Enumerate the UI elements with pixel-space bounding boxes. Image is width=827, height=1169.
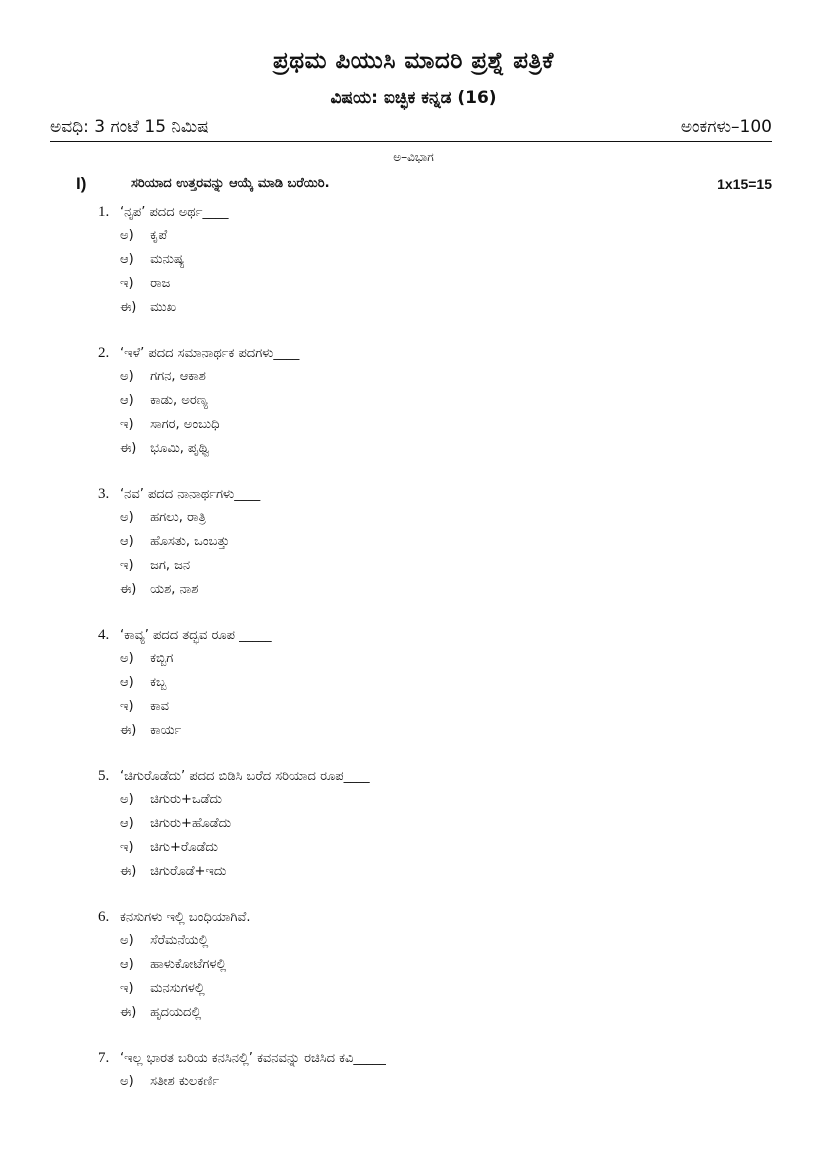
question-item	[98, 905, 778, 1025]
option-letter: ಇ)	[120, 840, 134, 855]
question-text: ‘ಕಾವ್ಯ’ ಪದದ ತದ್ಭವ ರೂಪ _____	[120, 628, 272, 643]
option-letter: ಇ)	[120, 981, 134, 996]
option-text: ಸಾಗರ, ಅಂಬುಧಿ	[150, 417, 220, 432]
question-list	[98, 200, 778, 1115]
question-text-line	[98, 623, 778, 647]
option-letter: ಆ)	[120, 957, 134, 972]
answer-option	[98, 671, 778, 695]
answer-option	[98, 860, 778, 884]
option-letter: ಅ)	[120, 792, 134, 807]
option-letter: ಆ)	[120, 675, 134, 690]
option-letter: ಆ)	[120, 252, 134, 267]
section-heading: ಅ–ವಿಭಾಗ	[393, 150, 434, 164]
option-letter: ಅ)	[120, 933, 134, 948]
paper-title: ಪ್ರಥಮ ಪಿಯುಸಿ ಮಾದರಿ ಪ್ರಶ್ನೆ ಪತ್ರಿಕೆ	[273, 48, 554, 74]
option-text: ಯಶ, ನಾಶ	[150, 582, 199, 597]
option-letter: ಅ)	[120, 228, 134, 243]
question-text: ‘ನೃಪ’ ಪದದ ಅರ್ಥ____	[120, 205, 229, 220]
question-text-line	[98, 200, 778, 224]
paper-meta-row	[50, 117, 772, 142]
option-text: ಮನಸುಗಳಲ್ಲಿ	[150, 981, 205, 996]
question-number: 1.	[98, 204, 110, 220]
answer-option	[98, 578, 778, 602]
option-text: ಹೃದಯದಲ್ಲಿ	[150, 1005, 202, 1020]
option-letter: ಈ)	[120, 582, 137, 597]
answer-option	[98, 695, 778, 719]
answer-option	[98, 812, 778, 836]
answer-option	[98, 929, 778, 953]
answer-option	[98, 1001, 778, 1025]
answer-option	[98, 788, 778, 812]
question-text: ‘ಇಳೆ’ ಪದದ ಸಮಾನಾರ್ಥಕ ಪದಗಳು____	[120, 346, 300, 361]
part-header	[76, 174, 772, 198]
option-text: ಗಗನ, ಆಕಾಶ	[150, 369, 206, 384]
answer-option	[98, 296, 778, 320]
paper-duration: ಅವಧಿ: 3 ಗಂಟೆ 15 ನಿಮಿಷ	[50, 117, 209, 137]
option-letter: ಈ)	[120, 300, 137, 315]
answer-option	[98, 389, 778, 413]
question-number: 4.	[98, 627, 110, 643]
question-item	[98, 1046, 778, 1094]
question-item	[98, 341, 778, 461]
question-text-line	[98, 341, 778, 365]
part-number: I)	[76, 174, 87, 193]
question-number: 7.	[98, 1050, 110, 1066]
answer-option	[98, 977, 778, 1001]
question-text: ‘ಚಿಗುರೊಡೆದು’ ಪದದ ಬಿಡಿಸಿ ಬರೆದ ಸರಿಯಾದ ರೂಪ____	[120, 769, 370, 784]
option-letter: ಈ)	[120, 723, 137, 738]
option-letter: ಅ)	[120, 369, 134, 384]
question-text-line	[98, 764, 778, 788]
option-letter: ಅ)	[120, 510, 134, 525]
option-letter: ಈ)	[120, 864, 137, 879]
option-text: ಸತೀಶ ಕುಲಕರ್ಣಿ	[150, 1074, 220, 1089]
option-text: ರಾಜ	[150, 276, 171, 291]
question-text-line	[98, 905, 778, 929]
option-text: ಚಿಗುರೊಡೆ+ಇದು	[150, 864, 227, 879]
answer-option	[98, 506, 778, 530]
option-text: ಸೆರೆಮನೆಯಲ್ಲಿ	[150, 933, 209, 948]
question-item	[98, 200, 778, 320]
answer-option	[98, 224, 778, 248]
question-number: 5.	[98, 768, 110, 784]
option-letter: ಈ)	[120, 1005, 137, 1020]
answer-option	[98, 953, 778, 977]
option-text: ಚಿಗುರು+ಹೊಡೆದು	[150, 816, 232, 831]
option-text: ಚಿಗು+ರೊಡೆದು	[150, 840, 218, 855]
part-score: 1x15=15	[717, 176, 772, 192]
option-letter: ಅ)	[120, 1074, 134, 1089]
option-text: ಮನುಷ್ಯ	[150, 252, 185, 267]
option-text: ಭೂಮಿ, ಪೃಥ್ವಿ	[150, 441, 210, 456]
option-letter: ಇ)	[120, 699, 134, 714]
question-text-line	[98, 1046, 778, 1070]
question-number: 3.	[98, 486, 110, 502]
option-text: ಕಾಡು, ಅರಣ್ಯ	[150, 393, 208, 408]
answer-option	[98, 365, 778, 389]
question-text: ‘ನವ’ ಪದದ ನಾನಾರ್ಥಗಳು____	[120, 487, 261, 502]
option-text: ಮುಖ	[150, 300, 177, 315]
answer-option	[98, 554, 778, 578]
question-text-line	[98, 482, 778, 506]
question-number: 2.	[98, 345, 110, 361]
option-text: ಚಿಗುರು+ಒಡೆದು	[150, 792, 223, 807]
option-letter: ಇ)	[120, 276, 134, 291]
paper-subject: ವಿಷಯ: ಐಚ್ಛಿಕ ಕನ್ನಡ (16)	[330, 88, 497, 108]
answer-option	[98, 647, 778, 671]
paper-total-marks: ಅಂಕಗಳು–100	[680, 117, 772, 137]
answer-option	[98, 248, 778, 272]
question-item	[98, 482, 778, 602]
answer-option	[98, 1070, 778, 1094]
option-text: ಹೊಸತು, ಒಂಬತ್ತು	[150, 534, 230, 549]
answer-option	[98, 530, 778, 554]
option-letter: ಈ)	[120, 441, 137, 456]
option-letter: ಆ)	[120, 816, 134, 831]
question-text: ‘ಇಲ್ಲ ಭಾರತ ಬರಿಯ ಕನಸಿನಲ್ಲಿ’ ಕವನವನ್ನು ರಚಿಸಿದ ಕವಿ_____	[120, 1051, 386, 1066]
answer-option	[98, 413, 778, 437]
option-text: ಕೃಪೆ	[150, 228, 168, 243]
question-text: ಕನಸುಗಳು ಇಲ್ಲಿ ಬಂಧಿಯಾಗಿವೆ.	[120, 910, 251, 925]
option-text: ಕಬ್ಬ	[150, 675, 167, 690]
option-letter: ಅ)	[120, 651, 134, 666]
question-number: 6.	[98, 909, 110, 925]
option-text: ಕಾರ್ಯ	[150, 723, 182, 738]
option-text: ಹಗಲು, ರಾತ್ರಿ	[150, 510, 206, 525]
option-letter: ಆ)	[120, 534, 134, 549]
answer-option	[98, 272, 778, 296]
option-text: ಕಬ್ಬಿಗ	[150, 651, 174, 666]
option-text: ಜಗ, ಜನ	[150, 558, 191, 573]
question-item	[98, 623, 778, 743]
option-letter: ಇ)	[120, 558, 134, 573]
option-text: ಹಾಳುಕೋಟೆಗಳಲ್ಲಿ	[150, 957, 227, 972]
answer-option	[98, 719, 778, 743]
answer-option	[98, 836, 778, 860]
option-text: ಕಾವ	[150, 699, 169, 714]
option-letter: ಇ)	[120, 417, 134, 432]
question-item	[98, 764, 778, 884]
part-instruction: ಸರಿಯಾದ ಉತ್ತರವನ್ನು ಆಯ್ಕೆ ಮಾಡಿ ಬರೆಯಿರಿ.	[131, 176, 330, 191]
answer-option	[98, 437, 778, 461]
option-letter: ಆ)	[120, 393, 134, 408]
